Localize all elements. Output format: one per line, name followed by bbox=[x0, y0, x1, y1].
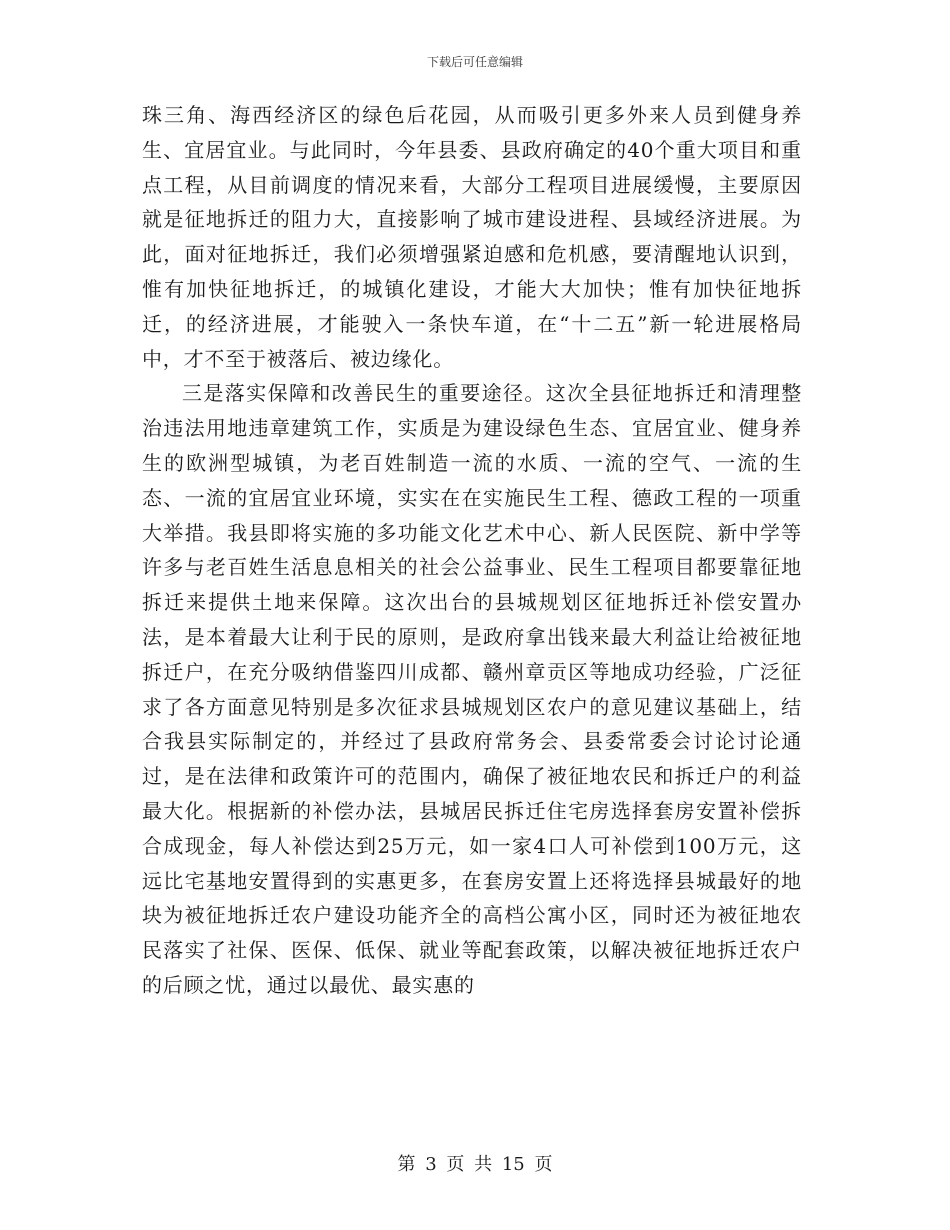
page-footer: 第 3 页 共 15 页 bbox=[397, 1154, 553, 1175]
paragraph-continuation: 珠三角、海西经济区的绿色后花园，从而吸引更多外来人员到健身养生、宜居宜业。与此同时，今年县委、县政府确定的40个重大项目和重点工程，从目前调度的情况来看，大部分工程项目进展缓慢，主要原因就是征地拆迁的阻力大，直接影响了城市建设进程、县域经济进展。为此，面对征地拆迁，我们必须增强紧迫感和危机感，要清醒地认识到，惟有加快征地拆迁，的城镇化建设，才能大大加快；惟有加快征地拆迁，的经济进展，才能驶入一条快车道，在“十二五”新一轮进展格局中，才不至于被落后、被边缘化。 bbox=[142, 103, 802, 371]
paragraph-point-three: 三是落实保障和改善民生的重要途径。这次全县征地拆迁和清理整治违法用地违章建筑工作，实质是为建设绿色生态、宜居宜业、健身养生的欧洲型城镇，为老百姓制造一流的水质、一流的空气、一流的生态、一流的宜居宜业环境，实实在在实施民生工程、德政工程的一项重大举措。我县即将实施的多功能文化艺术中心、新人民医院、新中学等许多与老百姓生活息息相关的社会公益事业、民生工程项目都要靠征地拆迁来提供土地来保障。这次出台的县城规划区征地拆迁补偿安置办法，是本着最大让利于民的原则，是政府拿出钱来最大利益让给被征地拆迁户，在充分吸纳借鉴四川成都、赣州章贡区等地成功经验，广泛征求了各方面意见特别是多次征求县城规划区农户的意见建议基础上，结合我县实际制定的，并经过了县政府常务会、县委常委会讨论讨论通过，是在法律和政策许可的范围内，确保了被征地农民和拆迁户的利益最大化。根据新的补偿办法，县城居民拆迁住宅房选择套房安置补偿拆合成现金，每人补偿达到25万元，如一家4口人可补偿到100万元，这远比宅基地安置得到的实惠更多，在套房安置上还将选择县城最好的地块为被征地拆迁农户建设功能齐全的高档公寓小区，同时还为被征地农民落实了社保、医保、低保、就业等配套政策，以解决被征地拆迁农户的后顾之忧，通过以最优、最实惠的 bbox=[142, 381, 802, 997]
page-header: 下载后可任意编辑 bbox=[426, 55, 523, 69]
document-body bbox=[142, 98, 802, 1003]
